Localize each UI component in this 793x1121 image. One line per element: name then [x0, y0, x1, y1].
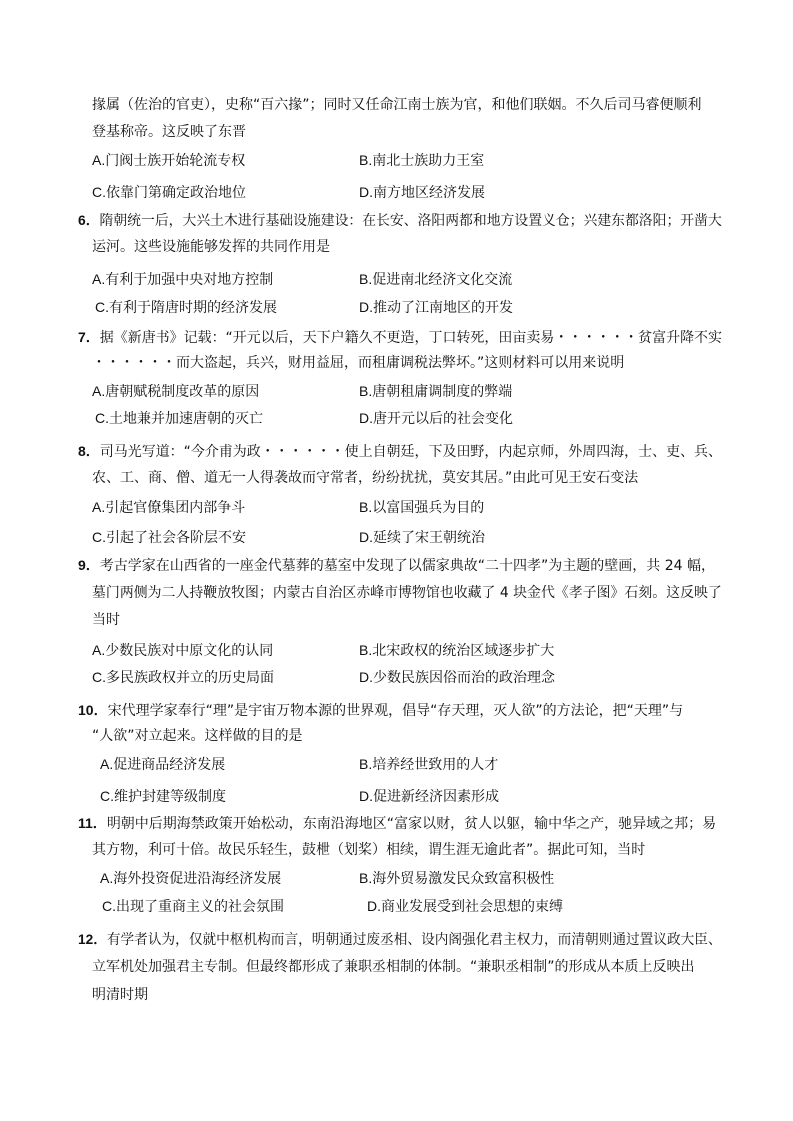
- q5-option-c[interactable]: [92, 182, 246, 203]
- question-text: 宋代理学家奉行“理”是宇宙万物本源的世界观，倡导“存天理，灭人欲”的方法论，把“天理”与: [107, 703, 684, 719]
- question-number: 10．: [78, 702, 108, 718]
- option-text: 唐朝赋税制度改革的原因: [105, 384, 260, 400]
- q10-line2: “人欲”对立起来。这样做的目的是: [92, 728, 303, 744]
- q7-option-a[interactable]: [92, 381, 259, 402]
- option-text: 唐朝租庸调制度的弊端: [372, 384, 513, 400]
- option-letter: D.: [359, 299, 373, 315]
- q9-line2: 墓门两侧为二人持鞭放牧图；内蒙古自治区赤峰市博物馆也收藏了 4 块金代《孝子图》石刻。这反映了: [92, 585, 722, 601]
- question-number: 12．: [78, 931, 107, 947]
- option-text: 唐开元以后的社会变化: [373, 411, 513, 427]
- option-letter: A.: [100, 756, 114, 772]
- option-letter: C.: [102, 898, 116, 914]
- option-letter: D.: [359, 669, 373, 685]
- option-letter: B.: [359, 271, 373, 287]
- q6-option-c[interactable]: [95, 297, 277, 318]
- option-letter: C.: [92, 184, 106, 200]
- option-text: 促进商品经济发展: [113, 757, 226, 773]
- question-text: 有学者认为，仅就中枢机构而言，明朝通过废丞相、设内阁强化君主权力，而清朝则通过置议政大臣、: [106, 932, 722, 948]
- question-number: 11．: [78, 815, 107, 831]
- q8-option-b[interactable]: [359, 497, 484, 518]
- q7-option-c[interactable]: [95, 408, 263, 429]
- option-text: 引起官僚集团内部争斗: [105, 500, 246, 516]
- option-text: 依靠门第确定政治地位: [106, 185, 246, 201]
- question-text: 隋朝统一后，大兴土木进行基础设施建设：在长安、洛阳两都和地方设置义仓；兴建东都洛阳；开凿大: [99, 213, 722, 229]
- q8-option-c[interactable]: [92, 527, 246, 548]
- option-letter: A.: [92, 271, 106, 287]
- q9-line1: [78, 555, 715, 576]
- q10-option-b[interactable]: [359, 754, 498, 775]
- q9-option-c[interactable]: [92, 667, 274, 688]
- option-letter: C.: [92, 529, 106, 545]
- q6-option-a[interactable]: [92, 269, 273, 290]
- q6-option-b[interactable]: [359, 269, 512, 290]
- q7-option-b[interactable]: [359, 381, 512, 402]
- option-letter: B.: [359, 870, 373, 886]
- option-letter: D.: [367, 898, 381, 914]
- q12-line2: 立军机处加强君主专制。但最终都形成了兼职丞相制的体制。“兼职丞相制”的形成从本质上反映出: [92, 959, 695, 975]
- option-letter: C.: [95, 299, 109, 315]
- question-number: 9．: [78, 557, 100, 573]
- question-number: 6．: [78, 212, 100, 228]
- option-text: 促进南北经济文化交流: [372, 272, 513, 288]
- option-letter: B.: [359, 499, 373, 515]
- option-letter: B.: [359, 756, 373, 772]
- option-text: 延续了宋王朝统治: [373, 530, 485, 546]
- q11-option-c[interactable]: [102, 896, 284, 917]
- q10-option-c[interactable]: [100, 786, 226, 807]
- option-text: 海外贸易激发民众致富积极性: [372, 871, 555, 887]
- question-number: 7．: [78, 329, 100, 345]
- option-text: 多民族政权并立的历史局面: [106, 670, 274, 686]
- option-letter: A.: [92, 499, 106, 515]
- option-letter: C.: [92, 669, 106, 685]
- option-text: 门阀士族开始轮流专权: [105, 153, 246, 169]
- question-text: 司马光写道：“今介甫为政・・・・・・使上自朝廷，下及田野，内起京师，外周四海，士、吏、兵、: [99, 444, 723, 460]
- option-letter: A.: [92, 383, 106, 399]
- option-text: 南方地区经济发展: [373, 185, 485, 201]
- option-text: 土地兼并加速唐朝的灭亡: [109, 411, 263, 427]
- question-text: 据《新唐书》记载：“开元以后，天下户籍久不更造，丁口转死，田亩卖易・・・・・・贫富升降不实: [99, 330, 723, 346]
- q5-option-d[interactable]: [359, 182, 485, 203]
- q10-option-d[interactable]: [359, 786, 499, 807]
- q6-line2: 运河。这些设施能够发挥的共同作用是: [92, 239, 330, 255]
- option-text: 商业发展受到社会思想的束缚: [381, 899, 563, 915]
- q11-option-b[interactable]: [359, 868, 554, 889]
- option-letter: B.: [359, 383, 373, 399]
- option-letter: D.: [359, 788, 373, 804]
- option-letter: A.: [100, 870, 114, 886]
- q10-line1: [78, 700, 683, 721]
- q8-option-d[interactable]: [359, 527, 485, 548]
- option-text: 北宋政权的统治区域逐步扩大: [372, 643, 555, 659]
- q11-option-d[interactable]: [367, 896, 563, 917]
- q8-line2: 农、工、商、僧、道无一人得袭故而守常者，纷纷扰扰，莫安其居。”由此可见王安石变法: [92, 470, 639, 486]
- option-text: 培养经世致用的人才: [372, 757, 499, 773]
- option-letter: D.: [359, 529, 373, 545]
- option-text: 海外投资促进沿海经济发展: [113, 871, 282, 887]
- question-text: 考古学家在山西省的一座金代墓葬的墓室中发现了以儒家典故“二十四孝”为主题的壁画，共 24 幅，: [99, 558, 716, 574]
- option-text: 南北士族助力王室: [372, 153, 485, 169]
- option-letter: B.: [359, 152, 373, 168]
- q6-option-d[interactable]: [359, 297, 513, 318]
- q11-line1: [78, 813, 716, 834]
- option-text: 推动了江南地区的开发: [373, 300, 513, 316]
- q9-option-a[interactable]: [92, 640, 273, 661]
- option-letter: D.: [359, 184, 373, 200]
- option-letter: B.: [359, 642, 373, 658]
- q5-option-b[interactable]: [359, 150, 484, 171]
- q12-line3: 明清时期: [92, 987, 148, 1003]
- q12-line1: [78, 929, 722, 950]
- q5-line1: 掾属（佐治的官吏），史称“百六掾”；同时又任命江南士族为官，和他们联姻。不久后司马睿便顺利: [92, 97, 702, 113]
- q11-line2: 其方物，利可十倍。故民乐轻生，鼓枻（划桨）相续，谓生涯无逾此者”。据此可知，当时: [92, 842, 646, 858]
- q9-option-d[interactable]: [359, 667, 555, 688]
- q7-option-d[interactable]: [359, 408, 513, 429]
- q10-option-a[interactable]: [100, 754, 225, 775]
- option-letter: A.: [92, 642, 106, 658]
- q7-line1: [78, 327, 722, 348]
- option-text: 少数民族对中原文化的认同: [105, 643, 274, 659]
- option-letter: C.: [95, 410, 109, 426]
- q5-line2: 登基称帝。这反映了东晋: [92, 124, 246, 140]
- option-letter: D.: [359, 410, 373, 426]
- q11-option-a[interactable]: [100, 868, 281, 889]
- option-text: 引起了社会各阶层不安: [106, 530, 246, 546]
- option-text: 有利于隋唐时期的经济发展: [109, 300, 277, 316]
- option-text: 以富国强兵为目的: [372, 500, 485, 516]
- option-text: 维护封建等级制度: [114, 789, 226, 805]
- q9-line3: 当时: [92, 612, 120, 628]
- option-letter: C.: [100, 788, 114, 804]
- option-text: 促进新经济因素形成: [373, 789, 499, 805]
- q8-line1: [78, 441, 722, 462]
- q9-option-b[interactable]: [359, 640, 554, 661]
- option-text: 有利于加强中央对地方控制: [105, 272, 274, 288]
- question-text: 明朝中后期海禁政策开始松动，东南沿海地区“富家以财，贫人以躯，输中华之产，驰异域之邦；易: [106, 816, 717, 832]
- q8-option-a[interactable]: [92, 497, 245, 518]
- option-text: 少数民族因俗而治的政治理念: [373, 670, 555, 686]
- q6-line1: [78, 210, 722, 231]
- q7-line2: ・・・・・・而大盗起，兵兴，财用益屈，而租庸调税法弊坏。”这则材料可以用来说明: [92, 355, 625, 371]
- q5-option-a[interactable]: [92, 150, 245, 171]
- option-text: 出现了重商主义的社会氛围: [116, 899, 284, 915]
- option-letter: A.: [92, 152, 106, 168]
- question-number: 8．: [78, 443, 100, 459]
